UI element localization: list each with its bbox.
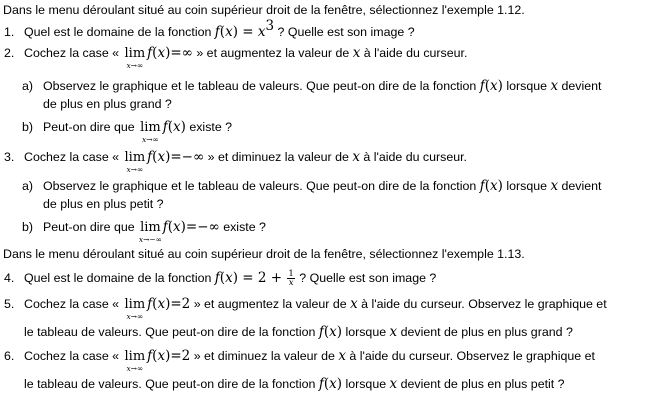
q3a-label: a) [22,179,34,193]
limit-expression: lim x→∞ [124,46,146,70]
q5-line2: le tableau de valeurs. Que peut-on dire de la fonction f(x) lorsque x devient de plus en plus grand ? [24,324,573,340]
q6-number: 6. [4,349,15,363]
q2-text: Cochez la case « lim x→∞ f(x)=∞ » et augmentez la valeur de x à l'aide du curseur. [24,45,468,70]
q2a-line2: de plus en plus grand ? [43,97,172,111]
q4-text: Quel est le domaine de la fonction f(x) = 2 + $\frac{1}{x}$ ? Quelle est son image ? [24,269,437,289]
fraction-1-over-x: $\frac{1}{x}$ [288,269,294,289]
q5-number: 5. [4,297,15,311]
q1-text: Quel est le domaine de la fonction $f(x) = x^3$ ? Quelle est son image ? [24,18,415,40]
q5-line1: Cochez la case « lim x→∞ f(x)=2 » et augmentez la valeur de x à l'aide du curseur. Observez le graphique et [24,296,607,321]
q2a-label: a) [22,79,34,93]
intro-2: Dans le menu déroulant situé au coin supérieur droit de la fenêtre, sélectionnez l'exemple 1.13. [3,247,525,261]
q6-line2: le tableau de valeurs. Que peut-on dire de la fonction f(x) lorsque x devient de plus en plus petit ? [24,376,565,392]
q3a-line2: de plus en plus petit ? [43,197,164,211]
intro-1: Dans le menu déroulant situé au coin supérieur droit de la fenêtre, sélectionnez l'exemple 1.12. [3,3,525,17]
q3-text: Cochez la case « lim x→∞ f(x)=−∞ » et diminuez la valeur de x à l'aide du curseur. [24,149,467,174]
q2b-text: Peut-on dire que lim x→∞ f(x) existe ? [43,119,233,144]
q3b-label: b) [22,220,34,234]
q4-number: 4. [4,271,15,285]
q1-number: 1. [4,25,15,39]
q3b-text: Peut-on dire que lim x→−∞ f(x)=−∞ existe ? [43,219,266,244]
q3a-line1: Observez le graphique et le tableau de valeurs. Que peut-on dire de la fonction f(x) lorsque x devient [43,178,602,194]
q2-number: 2. [4,46,15,60]
q2a-line1: Observez le graphique et le tableau de valeurs. Que peut-on dire de la fonction f(x) lorsque x devient [43,78,602,94]
q3-number: 3. [4,150,15,164]
q6-line1: Cochez la case « lim x→∞ f(x)=2 » et diminuez la valeur de x à l'aide du curseur. Observez le graphique et [24,348,595,373]
q2b-label: b) [22,120,34,134]
